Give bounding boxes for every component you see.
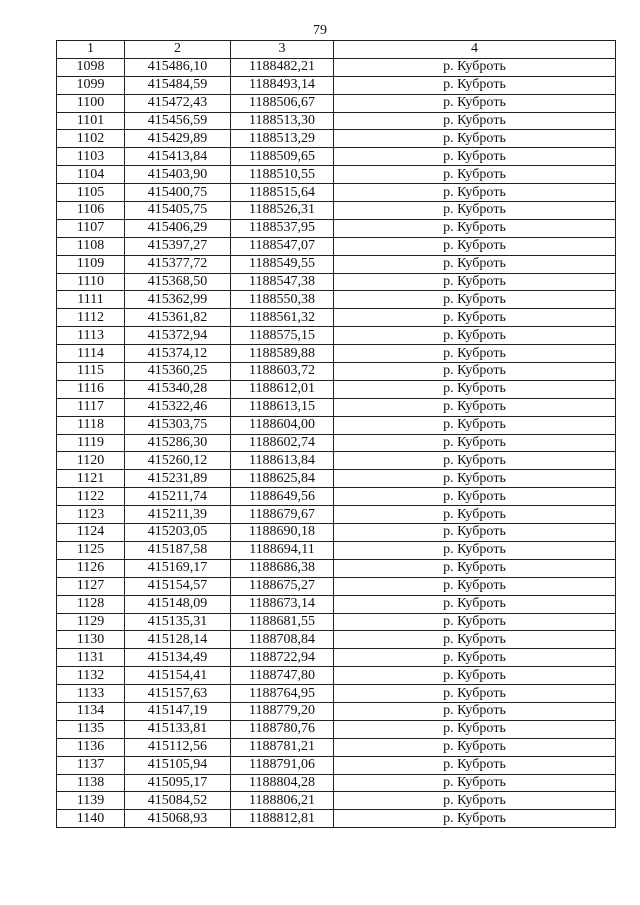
- point-number-cell: 1134: [57, 702, 125, 720]
- x-coordinate-cell: 415286,30: [125, 434, 231, 452]
- description-cell: р. Кубрoть: [334, 792, 616, 810]
- description-cell: р. Кубрoть: [334, 184, 616, 202]
- point-number-cell: 1113: [57, 327, 125, 345]
- x-coordinate-cell: 415372,94: [125, 327, 231, 345]
- table-row: [57, 237, 616, 255]
- y-coordinate-cell: 1188561,32: [231, 309, 334, 327]
- table-row: [57, 434, 616, 452]
- x-coordinate-cell: 415413,84: [125, 148, 231, 166]
- x-coordinate-cell: 415360,25: [125, 363, 231, 381]
- x-coordinate-cell: 415154,57: [125, 577, 231, 595]
- x-coordinate-cell: 415405,75: [125, 202, 231, 220]
- table-row: [57, 667, 616, 685]
- table-row: [57, 345, 616, 363]
- table-row: [57, 112, 616, 130]
- y-coordinate-cell: 1188812,81: [231, 810, 334, 828]
- table-row: [57, 219, 616, 237]
- table-row: [57, 148, 616, 166]
- table-row: [57, 810, 616, 828]
- x-coordinate-cell: 415148,09: [125, 595, 231, 613]
- description-cell: р. Кубрoть: [334, 738, 616, 756]
- y-coordinate-cell: 1188649,56: [231, 488, 334, 506]
- table-row: [57, 613, 616, 631]
- page-number: 79: [313, 23, 327, 38]
- y-coordinate-cell: 1188781,21: [231, 738, 334, 756]
- point-number-cell: 1120: [57, 452, 125, 470]
- description-cell: р. Кубрoть: [334, 255, 616, 273]
- x-coordinate-cell: 415400,75: [125, 184, 231, 202]
- point-number-cell: 1117: [57, 398, 125, 416]
- x-coordinate-cell: 415486,10: [125, 58, 231, 76]
- table-row: [57, 541, 616, 559]
- y-coordinate-cell: 1188779,20: [231, 702, 334, 720]
- point-number-cell: 1118: [57, 416, 125, 434]
- description-cell: р. Кубрoть: [334, 613, 616, 631]
- description-cell: р. Кубрoть: [334, 541, 616, 559]
- point-number-cell: 1135: [57, 720, 125, 738]
- y-coordinate-cell: 1188547,07: [231, 237, 334, 255]
- y-coordinate-cell: 1188510,55: [231, 166, 334, 184]
- x-coordinate-cell: 415105,94: [125, 756, 231, 774]
- table-row: [57, 416, 616, 434]
- table-row: [57, 792, 616, 810]
- y-coordinate-cell: 1188613,84: [231, 452, 334, 470]
- description-cell: р. Кубрoть: [334, 398, 616, 416]
- description-cell: р. Кубрoть: [334, 273, 616, 291]
- description-cell: р. Кубрoть: [334, 380, 616, 398]
- y-coordinate-cell: 1188550,38: [231, 291, 334, 309]
- description-cell: р. Кубрoть: [334, 434, 616, 452]
- description-cell: р. Кубрoть: [334, 810, 616, 828]
- table-row: [57, 685, 616, 703]
- description-cell: р. Кубрoть: [334, 202, 616, 220]
- table-row: [57, 94, 616, 112]
- x-coordinate-cell: 415203,05: [125, 524, 231, 542]
- point-number-cell: 1114: [57, 345, 125, 363]
- point-number-cell: 1107: [57, 219, 125, 237]
- point-number-cell: 1116: [57, 380, 125, 398]
- point-number-cell: 1125: [57, 541, 125, 559]
- y-coordinate-cell: 1188493,14: [231, 76, 334, 94]
- y-coordinate-cell: 1188686,38: [231, 559, 334, 577]
- x-coordinate-cell: 415361,82: [125, 309, 231, 327]
- point-number-cell: 1140: [57, 810, 125, 828]
- table-row: [57, 774, 616, 792]
- x-coordinate-cell: 415133,81: [125, 720, 231, 738]
- y-coordinate-cell: 1188804,28: [231, 774, 334, 792]
- table-row: [57, 720, 616, 738]
- y-coordinate-cell: 1188549,55: [231, 255, 334, 273]
- description-cell: р. Кубрoть: [334, 327, 616, 345]
- point-number-cell: 1133: [57, 685, 125, 703]
- point-number-cell: 1121: [57, 470, 125, 488]
- x-coordinate-cell: 415368,50: [125, 273, 231, 291]
- y-coordinate-cell: 1188604,00: [231, 416, 334, 434]
- x-coordinate-cell: 415135,31: [125, 613, 231, 631]
- table-header: [57, 41, 616, 59]
- point-number-cell: 1112: [57, 309, 125, 327]
- table-row: [57, 452, 616, 470]
- table-row: [57, 380, 616, 398]
- header-row: [57, 41, 616, 59]
- y-coordinate-cell: 1188780,76: [231, 720, 334, 738]
- table-row: [57, 273, 616, 291]
- x-coordinate-cell: 415484,59: [125, 76, 231, 94]
- description-cell: р. Кубрoть: [334, 416, 616, 434]
- header-col-4: 4: [334, 41, 616, 59]
- table-row: [57, 184, 616, 202]
- y-coordinate-cell: 1188547,38: [231, 273, 334, 291]
- point-number-cell: 1105: [57, 184, 125, 202]
- table-row: [57, 649, 616, 667]
- coordinates-table: [56, 40, 616, 828]
- y-coordinate-cell: 1188694,11: [231, 541, 334, 559]
- y-coordinate-cell: 1188515,64: [231, 184, 334, 202]
- description-cell: р. Кубрoть: [334, 631, 616, 649]
- point-number-cell: 1131: [57, 649, 125, 667]
- description-cell: р. Кубрoть: [334, 702, 616, 720]
- table-row: [57, 559, 616, 577]
- x-coordinate-cell: 415406,29: [125, 219, 231, 237]
- x-coordinate-cell: 415211,74: [125, 488, 231, 506]
- y-coordinate-cell: 1188509,65: [231, 148, 334, 166]
- table-row: [57, 506, 616, 524]
- description-cell: р. Кубрoть: [334, 470, 616, 488]
- description-cell: р. Кубрoть: [334, 291, 616, 309]
- description-cell: р. Кубрoть: [334, 94, 616, 112]
- x-coordinate-cell: 415169,17: [125, 559, 231, 577]
- description-cell: р. Кубрoть: [334, 506, 616, 524]
- x-coordinate-cell: 415187,58: [125, 541, 231, 559]
- table-row: [57, 738, 616, 756]
- point-number-cell: 1124: [57, 524, 125, 542]
- y-coordinate-cell: 1188675,27: [231, 577, 334, 595]
- x-coordinate-cell: 415456,59: [125, 112, 231, 130]
- table-row: [57, 577, 616, 595]
- table-row: [57, 130, 616, 148]
- table-row: [57, 291, 616, 309]
- x-coordinate-cell: 415374,12: [125, 345, 231, 363]
- point-number-cell: 1123: [57, 506, 125, 524]
- x-coordinate-cell: 415095,17: [125, 774, 231, 792]
- header-col-1: 1: [57, 41, 125, 59]
- y-coordinate-cell: 1188690,18: [231, 524, 334, 542]
- y-coordinate-cell: 1188589,88: [231, 345, 334, 363]
- x-coordinate-cell: 415377,72: [125, 255, 231, 273]
- y-coordinate-cell: 1188722,94: [231, 649, 334, 667]
- y-coordinate-cell: 1188602,74: [231, 434, 334, 452]
- table-row: [57, 702, 616, 720]
- table-row: [57, 363, 616, 381]
- x-coordinate-cell: 415403,90: [125, 166, 231, 184]
- description-cell: р. Кубрoть: [334, 488, 616, 506]
- description-cell: р. Кубрoть: [334, 649, 616, 667]
- description-cell: р. Кубрoть: [334, 237, 616, 255]
- point-number-cell: 1119: [57, 434, 125, 452]
- point-number-cell: 1111: [57, 291, 125, 309]
- point-number-cell: 1102: [57, 130, 125, 148]
- y-coordinate-cell: 1188791,06: [231, 756, 334, 774]
- y-coordinate-cell: 1188603,72: [231, 363, 334, 381]
- description-cell: р. Кубрoть: [334, 166, 616, 184]
- table-row: [57, 166, 616, 184]
- point-number-cell: 1101: [57, 112, 125, 130]
- table-row: [57, 398, 616, 416]
- description-cell: р. Кубрoть: [334, 685, 616, 703]
- x-coordinate-cell: 415260,12: [125, 452, 231, 470]
- y-coordinate-cell: 1188747,80: [231, 667, 334, 685]
- x-coordinate-cell: 415340,28: [125, 380, 231, 398]
- x-coordinate-cell: 415134,49: [125, 649, 231, 667]
- x-coordinate-cell: 415472,43: [125, 94, 231, 112]
- y-coordinate-cell: 1188625,84: [231, 470, 334, 488]
- table-row: [57, 488, 616, 506]
- table-row: [57, 76, 616, 94]
- x-coordinate-cell: 415112,56: [125, 738, 231, 756]
- point-number-cell: 1103: [57, 148, 125, 166]
- y-coordinate-cell: 1188764,95: [231, 685, 334, 703]
- description-cell: р. Кубрoть: [334, 452, 616, 470]
- description-cell: р. Кубрoть: [334, 774, 616, 792]
- description-cell: р. Кубрoть: [334, 720, 616, 738]
- description-cell: р. Кубрoть: [334, 309, 616, 327]
- table-row: [57, 309, 616, 327]
- x-coordinate-cell: 415303,75: [125, 416, 231, 434]
- point-number-cell: 1099: [57, 76, 125, 94]
- header-col-2: 2: [125, 41, 231, 59]
- point-number-cell: 1137: [57, 756, 125, 774]
- point-number-cell: 1104: [57, 166, 125, 184]
- table-row: [57, 756, 616, 774]
- point-number-cell: 1138: [57, 774, 125, 792]
- y-coordinate-cell: 1188673,14: [231, 595, 334, 613]
- table-row: [57, 470, 616, 488]
- point-number-cell: 1132: [57, 667, 125, 685]
- y-coordinate-cell: 1188526,31: [231, 202, 334, 220]
- table-row: [57, 202, 616, 220]
- y-coordinate-cell: 1188575,15: [231, 327, 334, 345]
- description-cell: р. Кубрoть: [334, 559, 616, 577]
- description-cell: р. Кубрoть: [334, 345, 616, 363]
- y-coordinate-cell: 1188708,84: [231, 631, 334, 649]
- y-coordinate-cell: 1188679,67: [231, 506, 334, 524]
- point-number-cell: 1098: [57, 58, 125, 76]
- x-coordinate-cell: 415322,46: [125, 398, 231, 416]
- y-coordinate-cell: 1188613,15: [231, 398, 334, 416]
- description-cell: р. Кубрoть: [334, 363, 616, 381]
- x-coordinate-cell: 415211,39: [125, 506, 231, 524]
- description-cell: р. Кубрoть: [334, 756, 616, 774]
- point-number-cell: 1130: [57, 631, 125, 649]
- y-coordinate-cell: 1188513,30: [231, 112, 334, 130]
- point-number-cell: 1109: [57, 255, 125, 273]
- description-cell: р. Кубрoть: [334, 76, 616, 94]
- x-coordinate-cell: 415362,99: [125, 291, 231, 309]
- point-number-cell: 1115: [57, 363, 125, 381]
- x-coordinate-cell: 415084,52: [125, 792, 231, 810]
- y-coordinate-cell: 1188612,01: [231, 380, 334, 398]
- description-cell: р. Кубрoть: [334, 524, 616, 542]
- point-number-cell: 1126: [57, 559, 125, 577]
- description-cell: р. Кубрoть: [334, 58, 616, 76]
- table-row: [57, 595, 616, 613]
- x-coordinate-cell: 415157,63: [125, 685, 231, 703]
- point-number-cell: 1106: [57, 202, 125, 220]
- point-number-cell: 1139: [57, 792, 125, 810]
- y-coordinate-cell: 1188681,55: [231, 613, 334, 631]
- description-cell: р. Кубрoть: [334, 595, 616, 613]
- x-coordinate-cell: 415429,89: [125, 130, 231, 148]
- description-cell: р. Кубрoть: [334, 148, 616, 166]
- header-col-3: 3: [231, 41, 334, 59]
- table-row: [57, 524, 616, 542]
- point-number-cell: 1128: [57, 595, 125, 613]
- table-row: [57, 327, 616, 345]
- table-row: [57, 255, 616, 273]
- point-number-cell: 1100: [57, 94, 125, 112]
- y-coordinate-cell: 1188482,21: [231, 58, 334, 76]
- x-coordinate-cell: 415154,41: [125, 667, 231, 685]
- point-number-cell: 1129: [57, 613, 125, 631]
- description-cell: р. Кубрoть: [334, 219, 616, 237]
- x-coordinate-cell: 415231,89: [125, 470, 231, 488]
- point-number-cell: 1110: [57, 273, 125, 291]
- point-number-cell: 1122: [57, 488, 125, 506]
- y-coordinate-cell: 1188806,21: [231, 792, 334, 810]
- x-coordinate-cell: 415128,14: [125, 631, 231, 649]
- point-number-cell: 1108: [57, 237, 125, 255]
- description-cell: р. Кубрoть: [334, 130, 616, 148]
- table-body: [57, 58, 616, 827]
- x-coordinate-cell: 415397,27: [125, 237, 231, 255]
- description-cell: р. Кубрoть: [334, 112, 616, 130]
- point-number-cell: 1127: [57, 577, 125, 595]
- point-number-cell: 1136: [57, 738, 125, 756]
- y-coordinate-cell: 1188537,95: [231, 219, 334, 237]
- description-cell: р. Кубрoть: [334, 667, 616, 685]
- x-coordinate-cell: 415147,19: [125, 702, 231, 720]
- description-cell: р. Кубрoть: [334, 577, 616, 595]
- table-row: [57, 631, 616, 649]
- table-row: [57, 58, 616, 76]
- y-coordinate-cell: 1188506,67: [231, 94, 334, 112]
- y-coordinate-cell: 1188513,29: [231, 130, 334, 148]
- x-coordinate-cell: 415068,93: [125, 810, 231, 828]
